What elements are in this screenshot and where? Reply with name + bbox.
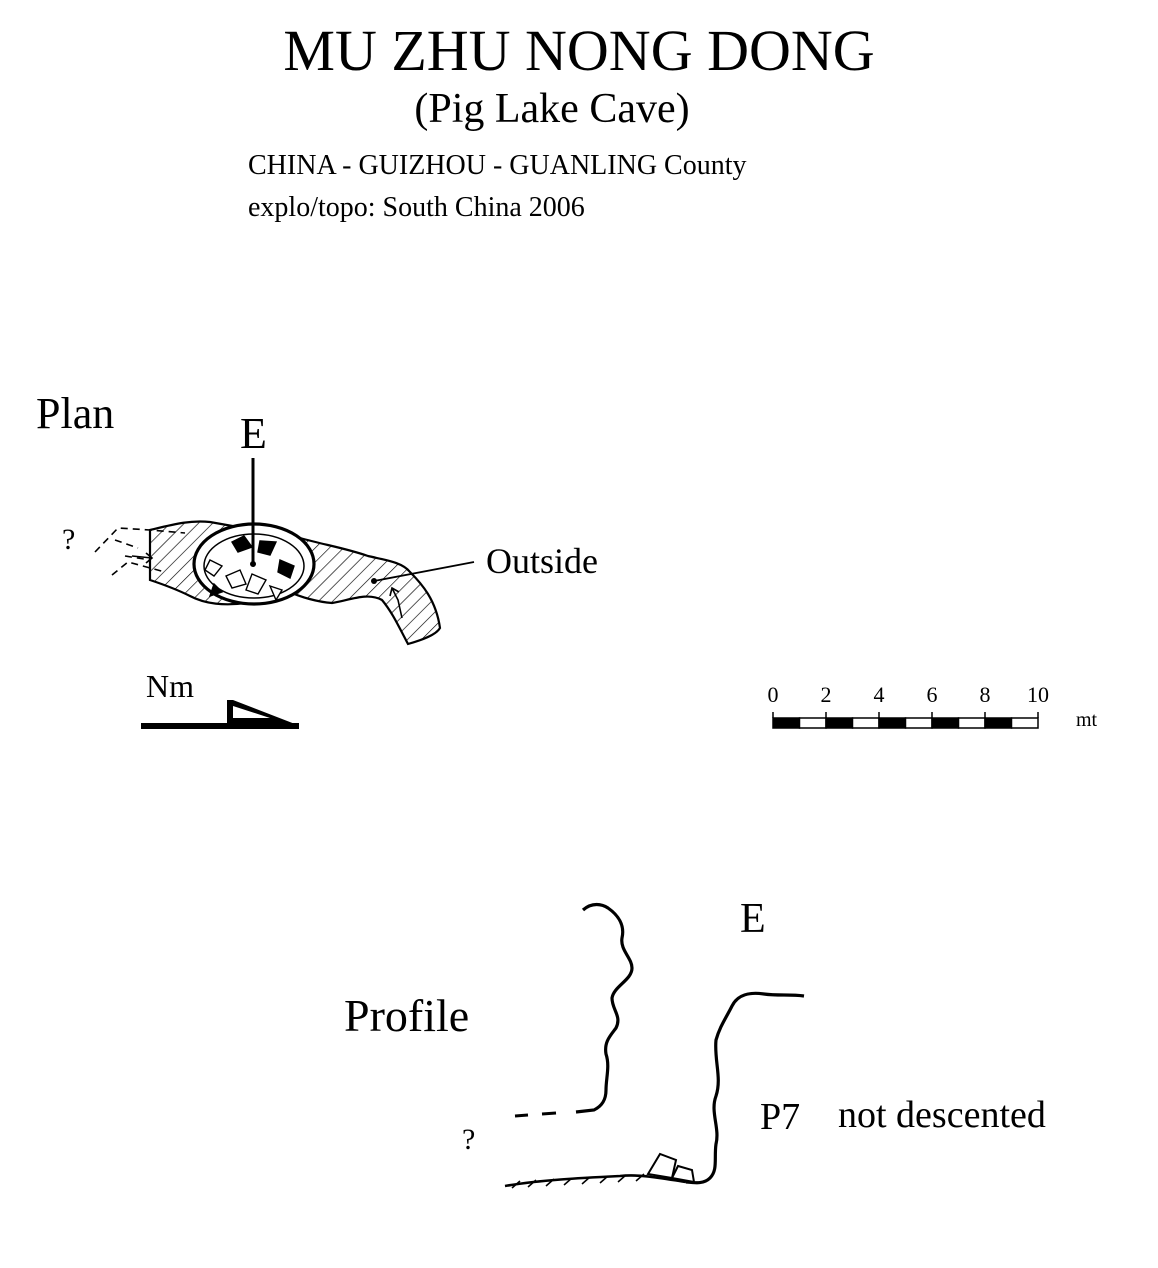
profile-floor — [505, 1175, 686, 1186]
north-label: Nm — [146, 668, 194, 704]
pitch-note: not descented — [838, 1094, 1046, 1136]
profile-entrance-label: E — [740, 896, 766, 942]
scale-bar — [773, 712, 1038, 728]
scale-tick-label: 10 — [1027, 682, 1049, 707]
map-title: MU ZHU NONG DONG — [283, 18, 875, 83]
plan-entrance-label: E — [240, 409, 267, 458]
scale-tick-label: 8 — [979, 682, 991, 707]
plan-unknown-label: ? — [62, 523, 76, 556]
profile-label: Profile — [344, 990, 470, 1041]
profile-left-wall — [576, 905, 632, 1113]
profile-unknown-label: ? — [462, 1123, 476, 1156]
pitch-label: P7 — [760, 1096, 801, 1138]
profile-unexplored-dash — [515, 1113, 556, 1116]
scale-tick-label: 0 — [767, 682, 779, 707]
credit-text: explo/topo: South China 2006 — [248, 192, 585, 223]
outside-label: Outside — [486, 541, 598, 581]
plan-label: Plan — [36, 389, 115, 438]
profile-right-wall — [686, 993, 804, 1182]
scale-unit-label: mt — [1076, 709, 1098, 731]
scale-tick-label: 2 — [820, 682, 832, 707]
location-text: CHINA - GUIZHOU - GUANLING County — [248, 150, 747, 181]
scale-tick-label: 4 — [873, 682, 885, 707]
map-subtitle: (Pig Lake Cave) — [414, 86, 690, 132]
north-arrow-icon — [141, 700, 299, 729]
scale-tick-label: 6 — [926, 682, 938, 707]
